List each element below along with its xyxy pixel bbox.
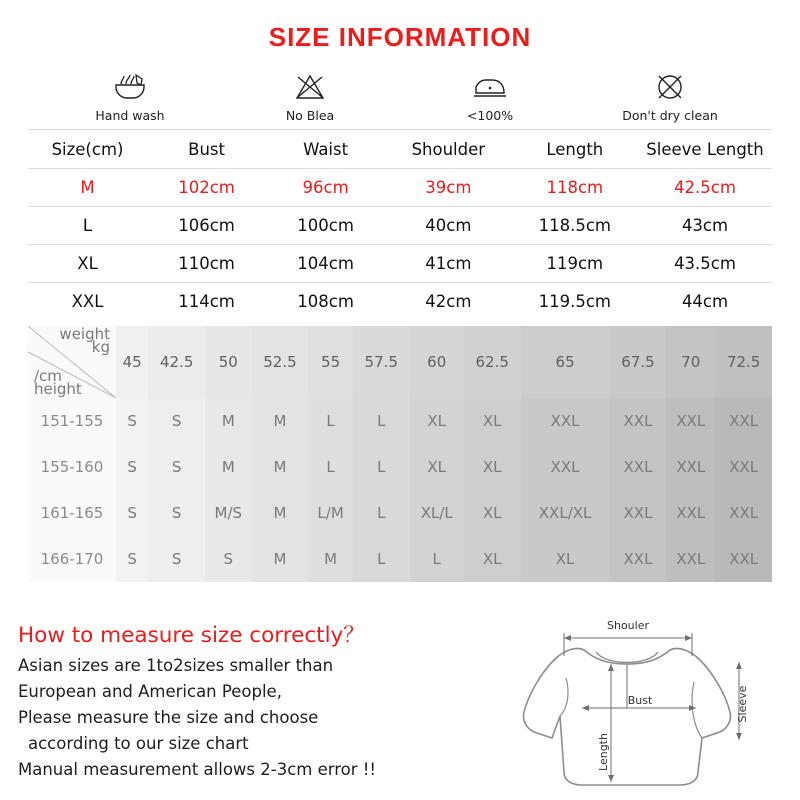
matrix-weight-header: 70 [666,326,715,398]
matrix-weight-header: 55 [308,326,353,398]
cell-sleeve: 42.5cm [638,169,772,207]
cell-waist: 96cm [266,169,385,207]
cell-shoulder: 39cm [385,169,511,207]
matrix-cell: M [308,536,353,582]
matrix-row [28,398,772,444]
cell-size: XXL [71,292,104,311]
cell-size: L [28,207,147,245]
matrix-cell: S [148,398,205,444]
weight-height-matrix [28,326,772,582]
cell-length: 118cm [512,169,638,207]
table-row [28,245,772,283]
care-item-iron [415,71,565,123]
care-label: Hand wash [95,108,165,123]
matrix-cell: XL [521,536,610,582]
matrix-cell: XXL [521,398,610,444]
garment-label-sleeve: Sleeve [736,685,749,723]
garment-label-bust: Bust [627,694,653,707]
cell-bust: 110cm [147,245,266,283]
cell-bust: 106cm [147,207,266,245]
matrix-weight-header: 62.5 [464,326,521,398]
matrix-weight-header: 67.5 [610,326,667,398]
cell-shoulder: 42cm [425,292,472,311]
matrix-cell: XXL [715,398,772,444]
matrix-cell: XXL [666,398,715,444]
matrix-cell: XXL [610,444,667,490]
matrix-cell: S [205,536,252,582]
cell-length: 119cm [512,245,638,283]
care-item-no-bleach [235,71,385,123]
matrix-cell: S [148,536,205,582]
matrix-cell: S [116,490,148,536]
size-table [28,130,772,320]
matrix-cell: XL [410,398,464,444]
matrix-weight-header: 42.5 [148,326,205,398]
matrix-height-header: 166-170 [28,536,116,582]
matrix-cell: L [353,490,410,536]
matrix-row [28,490,772,536]
matrix-cell: L [308,398,353,444]
page-title: SIZE INFORMATION [268,22,532,52]
matrix-cell: XL [464,444,521,490]
column-header-sleeve: Sleeve Length [638,130,772,169]
cell-sleeve: 43.5cm [638,245,772,283]
matrix-weight-header: 72.5 [715,326,772,398]
column-header-size: Size(cm) [28,130,147,169]
cell-waist: 108cm [297,292,354,311]
cell-waist: 104cm [266,245,385,283]
matrix-cell: XXL [715,444,772,490]
care-item-hand-wash [55,71,205,123]
matrix-cell: S [116,398,148,444]
matrix-cell: L [353,398,410,444]
matrix-cell: S [116,536,148,582]
cell-length: 118.5cm [512,207,638,245]
matrix-row [28,536,772,582]
matrix-cell: XXL [610,398,667,444]
care-instructions-row [0,71,800,123]
matrix-cell: XXL [715,536,772,582]
matrix-cell: M [252,490,309,536]
cell-sleeve: 44cm [681,292,729,311]
matrix-cell: XL/L [410,490,464,536]
cell-length: 119.5cm [538,292,611,311]
matrix-cell: XL [464,536,521,582]
matrix-weight-header: 57.5 [353,326,410,398]
matrix-table [28,326,772,582]
matrix-cell: M [205,444,252,490]
matrix-cell: XXL [521,444,610,490]
matrix-cell: M [252,536,309,582]
table-row [28,283,772,321]
cell-size: XL [28,245,147,283]
cell-bust: 102cm [147,169,266,207]
how-to-measure-line: Asian sizes are 1to2sizes smaller than [18,656,334,675]
matrix-cell: L/M [308,490,353,536]
matrix-cell: L [353,444,410,490]
matrix-weight-label: weight kg [59,325,110,356]
matrix-cell: XXL [666,536,715,582]
matrix-weight-header: 65 [521,326,610,398]
matrix-height-header: 161-165 [28,490,116,536]
hand-wash-icon [113,71,147,103]
how-to-measure-block [18,618,518,783]
garment-label-shoulder: Shouler [606,619,650,632]
matrix-cell: XXL [610,490,667,536]
how-to-measure-heading: How to measure size correctly？ [18,623,365,648]
matrix-height-label: /cm height [34,367,82,398]
matrix-height-header: 155-160 [28,444,116,490]
matrix-cell: M [252,444,309,490]
matrix-weight-header: 60 [410,326,464,398]
cell-shoulder: 41cm [385,245,511,283]
matrix-cell: XXL [610,536,667,582]
matrix-weight-header: 52.5 [252,326,309,398]
matrix-cell: L [308,444,353,490]
matrix-corner-cell [28,326,116,398]
how-to-measure-line: according to our size chart [28,734,249,753]
column-header-length: Length [512,130,638,169]
matrix-weight-header: 45 [116,326,148,398]
matrix-cell: M [252,398,309,444]
matrix-cell: S [116,444,148,490]
bottom-section [0,604,800,800]
matrix-cell: XL [410,444,464,490]
column-header-waist: Waist [266,130,385,169]
matrix-cell: L [410,536,464,582]
care-item-no-dry-clean [595,71,745,123]
column-header-bust: Bust [147,130,266,169]
matrix-cell: M/S [205,490,252,536]
garment-diagram [506,612,756,797]
matrix-header-row [28,326,772,398]
cell-size: M [28,169,147,207]
column-header-shoulder: Shoulder [385,130,511,169]
matrix-cell: M [205,398,252,444]
cell-bust: 114cm [178,292,235,311]
how-to-measure-line: Manual measurement allows 2-3cm error !! [18,760,377,779]
matrix-cell: S [148,490,205,536]
matrix-cell: XL [464,398,521,444]
table-row [28,207,772,245]
matrix-weight-header: 50 [205,326,252,398]
how-to-measure-line: Please measure the size and choose [18,708,319,727]
no-bleach-icon [293,71,327,103]
matrix-height-header: 151-155 [28,398,116,444]
matrix-row [28,444,772,490]
matrix-cell: S [148,444,205,490]
matrix-cell: XXL [715,490,772,536]
how-to-measure-line: European and American People, [18,682,282,701]
cell-shoulder: 40cm [385,207,511,245]
no-dry-clean-icon [653,71,687,103]
matrix-cell: XXL [666,490,715,536]
iron-low-heat-icon [470,71,510,103]
table-header-row [28,130,772,169]
care-label: <100% [466,108,514,123]
garment-label-length: Length [597,733,610,771]
table-row [28,169,772,207]
matrix-cell: XL [464,490,521,536]
care-label: No Blea [285,108,335,123]
cell-sleeve: 43cm [638,207,772,245]
care-label: Don't dry clean [622,108,718,123]
matrix-cell: L [353,536,410,582]
matrix-cell: XXL/XL [521,490,610,536]
cell-waist: 100cm [266,207,385,245]
matrix-cell: XXL [666,444,715,490]
